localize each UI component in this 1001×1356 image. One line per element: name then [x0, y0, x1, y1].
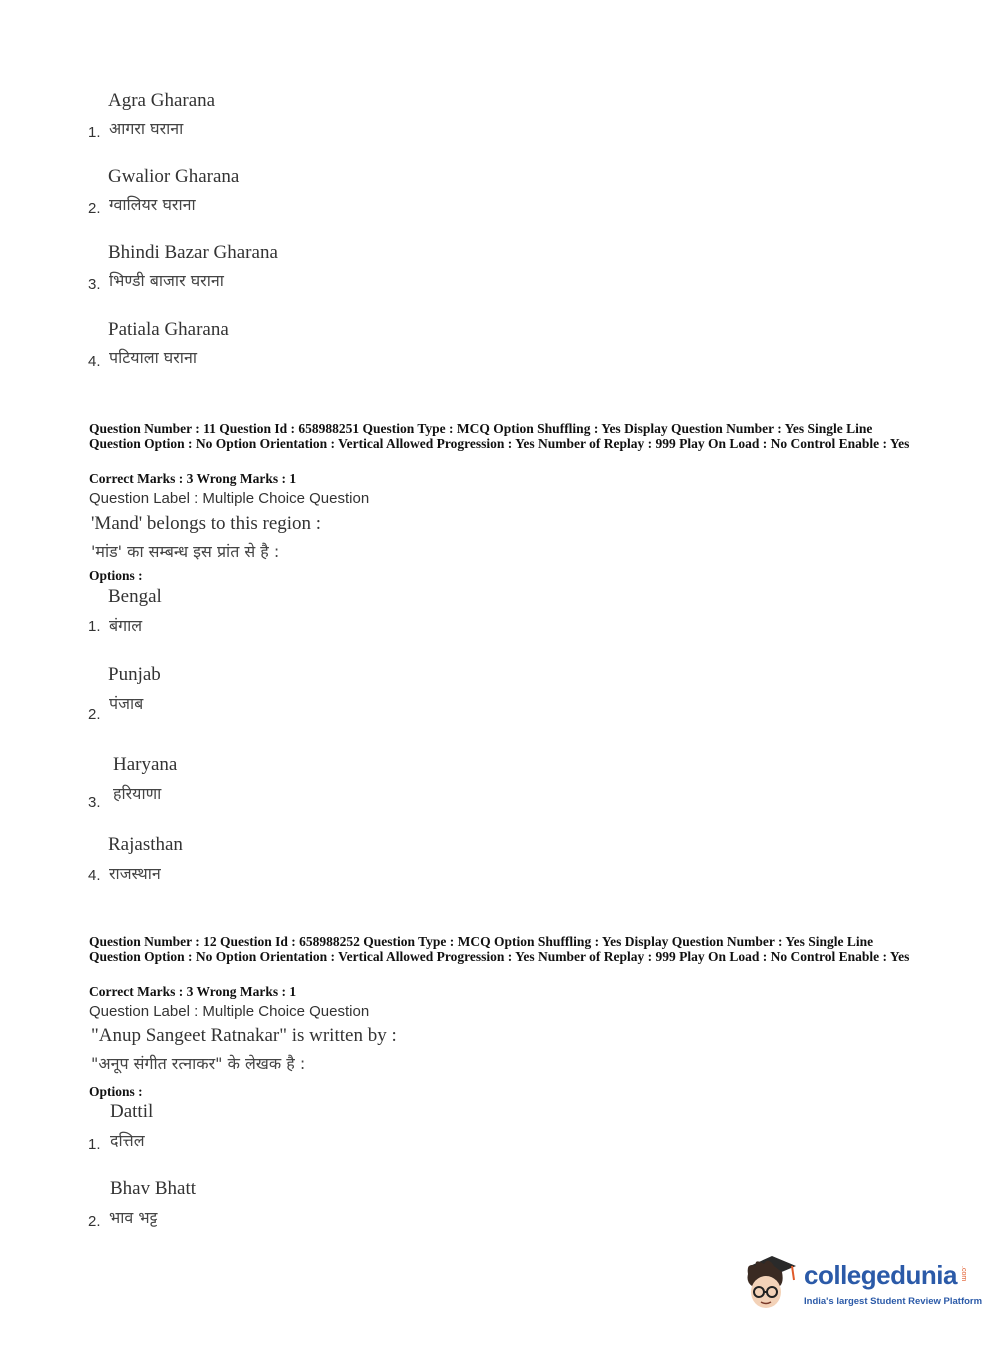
option-text-en: Gwalior Gharana — [108, 166, 240, 187]
option-number: 3. — [88, 794, 101, 811]
option-text-en: Agra Gharana — [108, 90, 216, 111]
options-label: Options : — [89, 1084, 143, 1099]
option-text-en: Bhav Bhatt — [110, 1178, 197, 1199]
option-text-en: Bengal — [108, 586, 162, 607]
option-number: 2. — [88, 200, 101, 217]
option-text-en: Patiala Gharana — [108, 319, 229, 340]
option-text-en: Bhindi Bazar Gharana — [108, 242, 278, 263]
option-text-hi: भिण्डी बाजार घराना — [109, 271, 224, 290]
question-meta: Question Number : 11 Question Id : 658988251 Question Type : MCQ Option Shuffling : Yes Display Question Number : Yes Single Line Question Option : No Option Orientation : Vertical Allowed Progression : Yes Number of Replay : 999 Play On Load : No Control Enable : Yes — [89, 421, 910, 451]
logo-tagline: India's largest Student Review Platform — [804, 1296, 983, 1307]
question-label: Question Label : Multiple Choice Question — [89, 490, 370, 507]
question-marks: Correct Marks : 3 Wrong Marks : 1 — [89, 984, 297, 999]
collegedunia-logo — [742, 1252, 983, 1316]
option-number: 1. — [88, 124, 101, 141]
option-text-hi: राजस्थान — [109, 864, 161, 883]
option-text-hi: ग्वालियर घराना — [109, 195, 196, 214]
question-text-en: 'Mand' belongs to this region : — [91, 513, 322, 534]
mascot-icon — [742, 1252, 798, 1312]
option-text-hi: बंगाल — [109, 616, 143, 635]
logo-com: .com — [960, 1266, 967, 1282]
option-number: 3. — [88, 276, 101, 293]
option-number: 4. — [88, 353, 101, 370]
option-number: 2. — [88, 1213, 101, 1230]
logo-wordmark: collegedunia — [804, 1260, 957, 1290]
option-number: 1. — [88, 1136, 101, 1153]
option-text-en: Haryana — [113, 754, 178, 775]
option-text-en: Rajasthan — [108, 834, 183, 855]
option-text-hi: पंजाब — [109, 694, 144, 713]
option-number: 4. — [88, 867, 101, 884]
question-marks: Correct Marks : 3 Wrong Marks : 1 — [89, 471, 297, 486]
option-text-hi: भाव भट्ट — [109, 1208, 158, 1227]
question-text-en: "Anup Sangeet Ratnakar" is written by : — [91, 1025, 397, 1046]
option-text-hi: आगरा घराना — [109, 119, 184, 138]
question-text-hi: 'मांड' का सम्बन्ध इस प्रांत से है : — [91, 542, 280, 561]
option-number: 1. — [88, 618, 101, 635]
question-label: Question Label : Multiple Choice Question — [89, 1003, 370, 1020]
option-text-en: Punjab — [108, 664, 161, 685]
option-number: 2. — [88, 706, 101, 723]
question-meta: Question Number : 12 Question Id : 658988252 Question Type : MCQ Option Shuffling : Yes Display Question Number : Yes Single Line Question Option : No Option Orientation : Vertical Allowed Progression : Yes Number of Replay : 999 Play On Load : No Control Enable : Yes — [89, 934, 910, 964]
option-text-en: Dattil — [110, 1101, 154, 1122]
option-text-hi: हरियाणा — [113, 784, 162, 803]
question-text-hi: "अनूप संगीत रत्नाकर" के लेखक है : — [91, 1054, 306, 1073]
option-text-hi: पटियाला घराना — [109, 348, 197, 367]
option-text-hi: दत्तिल — [110, 1131, 145, 1150]
options-label: Options : — [89, 568, 143, 583]
